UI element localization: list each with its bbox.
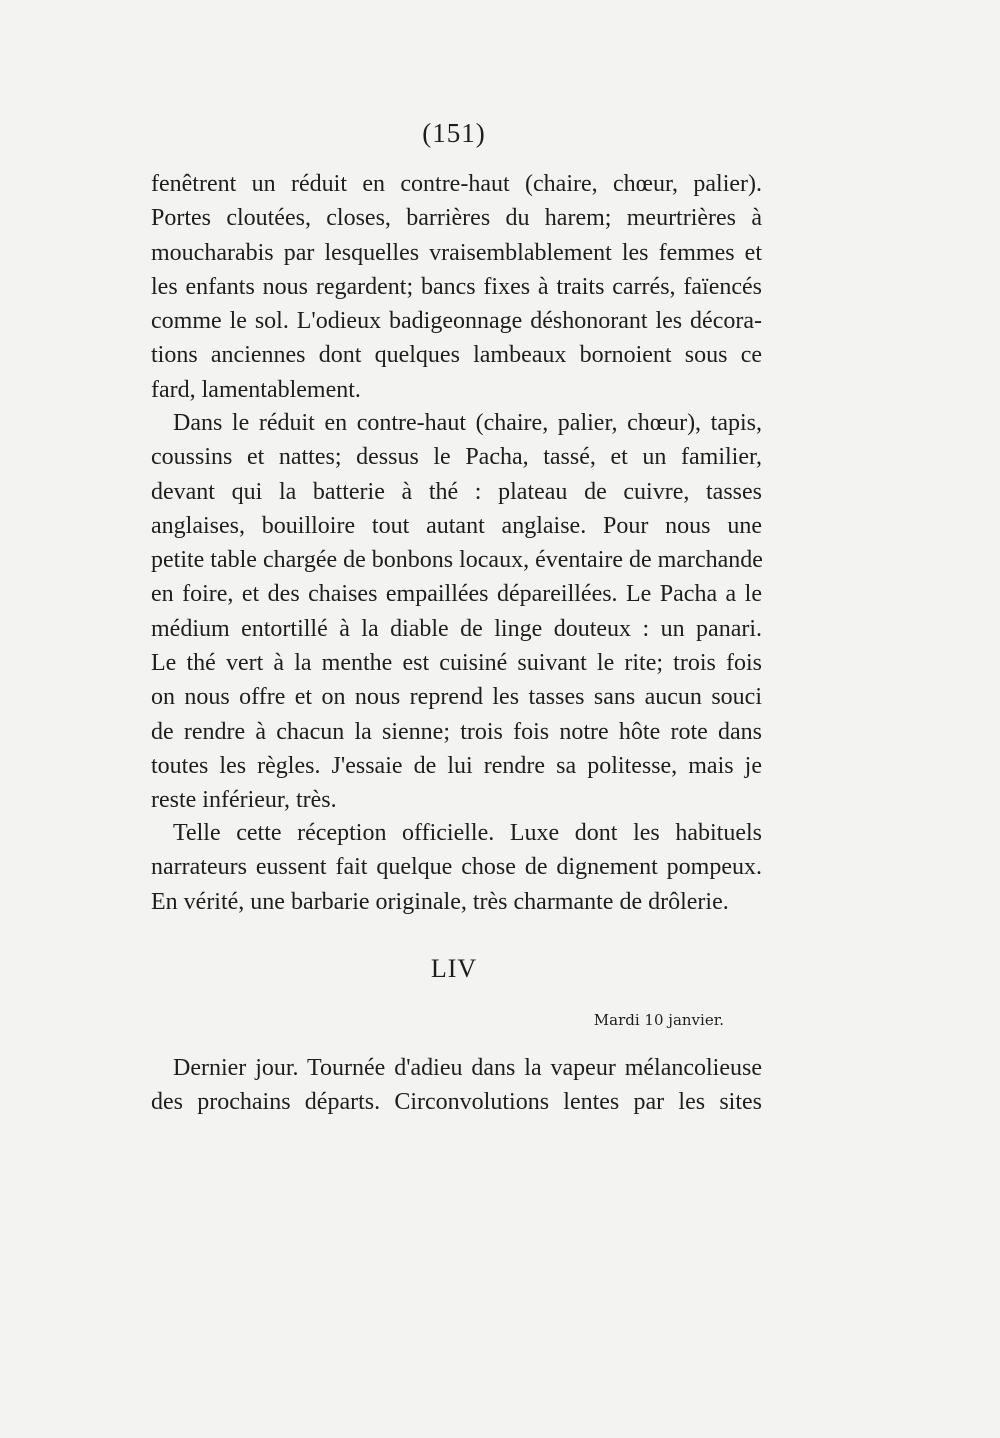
- paragraph-1: [151, 167, 762, 407]
- text-line: Le thé vert à la menthe est cuisiné suivant le rite; trois fois: [151, 650, 762, 677]
- text-line: Dans le réduit en contre-haut (chaire, palier, chœur), tapis,: [173, 410, 762, 436]
- page-number: (151): [422, 118, 486, 148]
- dateline: Mardi 10 janvier.: [593, 1011, 724, 1029]
- text-line: en foire, et des chaises empaillées dépareillées. Le Pacha a le: [151, 581, 762, 608]
- text-line: anglaises, bouilloire tout autant anglaise. Pour nous une: [151, 512, 762, 539]
- text-line: les enfants nous regardent; bancs fixes à traits carrés, faïencés: [151, 273, 762, 300]
- text-line: comme le sol. L'odieux badigeonnage déshonorant les décora-: [151, 308, 762, 335]
- text-line: moucharabis par lesquelles vraisemblablement les femmes et: [151, 239, 762, 266]
- text-line: Portes cloutées, closes, barrières du harem; meurtrières à: [151, 205, 762, 232]
- text-line: médium entortillé à la diable de linge douteux : un panari.: [151, 615, 762, 642]
- text-line: tions anciennes dont quelques lambeaux bornoient sous ce: [151, 342, 762, 369]
- paragraph-3: [151, 816, 762, 919]
- section-heading: LIV: [430, 954, 478, 983]
- text-line: petite table chargée de bonbons locaux, éventaire de marchande: [151, 547, 763, 574]
- text-line: devant qui la batterie à thé : plateau de cuivre, tasses: [151, 478, 762, 505]
- text-line: reste inférieur, très.: [151, 787, 337, 814]
- text-line: on nous offre et on nous reprend les tasses sans aucun souci: [151, 684, 762, 711]
- paragraph-2: [151, 406, 762, 818]
- text-line: Dernier jour. Tournée d'adieu dans la vapeur mélancolieuse: [173, 1055, 762, 1081]
- text-line: coussins et nattes; dessus le Pacha, tassé, et un familier,: [151, 444, 762, 471]
- text-line: fard, lamentablement.: [151, 376, 361, 403]
- text-line: En vérité, une barbarie originale, très charmante de drôlerie.: [151, 888, 729, 915]
- text-line: toutes les règles. J'essaie de lui rendre sa politesse, mais je: [151, 752, 762, 779]
- paragraph-4: [151, 1051, 762, 1120]
- text-line: fenêtrent un réduit en contre-haut (chaire, chœur, palier).: [151, 171, 762, 197]
- text-line: de rendre à chacun la sienne; trois fois notre hôte rote dans: [151, 718, 762, 745]
- text-line: des prochains départs. Circonvolutions lentes par les sites: [151, 1089, 762, 1116]
- text-line: Telle cette réception officielle. Luxe dont les habituels: [173, 820, 762, 846]
- text-line: narrateurs eussent fait quelque chose de dignement pompeux.: [151, 854, 762, 881]
